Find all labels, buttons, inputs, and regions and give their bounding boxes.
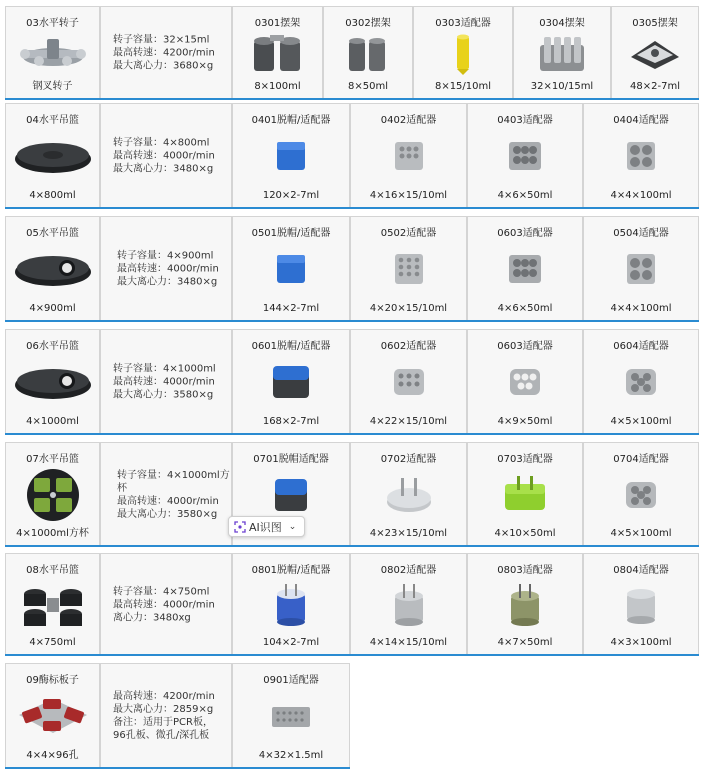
grey-tube-rack-image [383, 474, 435, 516]
accessory-caption: 4×7×50ml [497, 637, 553, 648]
accessory-label: 0603适配器 [497, 228, 553, 239]
rotor-caption: 4×1000ml [26, 416, 79, 427]
rotor-specs [100, 103, 232, 209]
spec-line: 转子容量：4×1000ml [113, 363, 216, 375]
accessory-label: 0804适配器 [613, 565, 669, 576]
rotor-cell[interactable] [5, 553, 100, 656]
accessory-label: 0703适配器 [497, 454, 553, 465]
square-cup-rotor-image [22, 468, 84, 522]
accessory-cell[interactable] [513, 6, 611, 100]
accessory-caption: 4×10×50ml [494, 528, 556, 539]
accessory-cell[interactable] [467, 216, 583, 322]
accessory-label: 0302摆架 [345, 18, 391, 29]
rotor-row-05 [5, 216, 699, 322]
accessory-label: 0304摆架 [539, 18, 585, 29]
rotor-specs [100, 663, 232, 769]
rotor-specs [100, 329, 232, 435]
accessory-caption: 4×5×100ml [610, 416, 672, 427]
rotor-label: 03水平转子 [26, 18, 79, 29]
rotor-specs [100, 553, 232, 656]
spec-line: 最高转速：4000r/min [117, 263, 219, 275]
accessory-label: 0704适配器 [613, 454, 669, 465]
accessory-caption: 4×6×50ml [497, 303, 553, 314]
row-divider [5, 767, 350, 769]
micro-tube-rack-image [627, 33, 683, 73]
accessory-cell[interactable] [583, 329, 699, 435]
accessory-label: 0402适配器 [380, 115, 437, 126]
accessory-cell[interactable] [350, 553, 467, 656]
grey-block-adapter-image [506, 138, 544, 174]
grey-block-adapter-image [507, 365, 543, 399]
accessory-label: 0502适配器 [380, 228, 437, 239]
rotor-label: 07水平吊篮 [26, 454, 79, 465]
rotor-label: 09酶标板子 [26, 675, 79, 686]
grey-block-adapter-image [623, 365, 659, 399]
rotor-row-06 [5, 329, 699, 435]
basket-rotor-image [11, 133, 95, 179]
accessory-cell[interactable] [232, 103, 350, 209]
accessory-caption: 4×5×100ml [610, 528, 672, 539]
rotor-caption: 4×900ml [29, 303, 76, 314]
rotor-cell[interactable] [5, 329, 100, 435]
spec-line: 96孔板、微孔/深孔板 [113, 730, 210, 741]
accessory-caption: 4×6×50ml [497, 190, 553, 201]
rotor-label: 08水平吊篮 [26, 565, 79, 576]
accessory-label: 0301摆架 [254, 18, 301, 29]
accessory-cell[interactable] [583, 553, 699, 656]
blue-block-adapter-image [274, 251, 308, 287]
accessory-label: 0701脱帽适配器 [253, 454, 329, 465]
multi-tube-rack-image [536, 31, 588, 75]
accessory-label: 0303适配器 [435, 18, 491, 29]
grey-block-adapter-image [392, 138, 426, 174]
accessory-label: 0404适配器 [613, 115, 669, 126]
row-divider [5, 320, 699, 322]
accessory-cell[interactable] [467, 442, 583, 547]
accessory-cell[interactable] [232, 663, 350, 769]
spec-line: 转子容量：32×15ml [113, 34, 210, 46]
spec-line: 离心力：3480xg [113, 612, 191, 623]
accessory-caption: 8×15/10ml [434, 81, 492, 92]
accessory-cell[interactable] [232, 216, 350, 322]
accessory-label: 0604适配器 [613, 341, 669, 352]
grey-block-adapter-image [392, 250, 426, 288]
accessory-caption: 4×9×50ml [497, 416, 553, 427]
rotor-specs [100, 216, 232, 322]
accessory-caption: 4×16×15/10ml [369, 190, 448, 201]
accessory-cell[interactable] [232, 329, 350, 435]
spec-line: 最高转速：4000r/min [113, 599, 215, 610]
accessory-caption: 104×2-7ml [262, 637, 320, 648]
spec-line: 最高转速：4000r/min [113, 376, 215, 388]
spec-line: 最大离心力：3580×g [117, 508, 218, 520]
basket-rotor-image [11, 246, 95, 292]
rotor-row-07 [5, 442, 699, 547]
rotor-specs [100, 6, 232, 100]
accessory-label: 0702适配器 [380, 454, 437, 465]
spec-line: 最大离心力：2859×g [113, 704, 214, 715]
olive-cylinder-adapter-image [505, 582, 545, 628]
rotor-cell[interactable] [5, 663, 100, 769]
accessory-caption: 32×10/15ml [530, 81, 594, 92]
grey-block-adapter-image [391, 365, 427, 399]
rotor-cell[interactable] [5, 216, 100, 322]
spec-line: 最高转速：4000r/min [113, 150, 215, 162]
row-divider [5, 98, 699, 100]
spec-line: 最高转速：4200r/min [113, 691, 215, 702]
accessory-label: 0305摆架 [632, 18, 678, 29]
accessory-label: 0901适配器 [263, 675, 319, 686]
plate-rotor-image [13, 691, 93, 741]
rotor-row-04 [5, 103, 699, 209]
rotor-row-09 [5, 663, 350, 769]
rotor-label: 05水平吊篮 [26, 228, 79, 239]
accessory-cell[interactable] [583, 103, 699, 209]
row-divider [5, 207, 699, 209]
green-tube-rack-image [499, 474, 551, 516]
accessory-caption: 4×32×1.5ml [258, 750, 324, 761]
accessory-label: 0602适配器 [380, 341, 437, 352]
row-divider [5, 433, 699, 435]
accessory-cell[interactable] [467, 329, 583, 435]
accessory-cell[interactable] [350, 103, 467, 209]
accessory-cell[interactable] [350, 329, 467, 435]
accessory-caption: 4×4×100ml [610, 303, 672, 314]
accessory-label: 0403适配器 [497, 115, 553, 126]
blue-block-adapter-image [269, 362, 313, 402]
rotor-caption: 4×4×96孔 [26, 750, 79, 761]
grey-block-adapter-image [624, 138, 658, 174]
spec-line: 最高转速：4200r/min [113, 47, 215, 59]
bucket-holder-image [250, 31, 306, 75]
accessory-caption: 4×22×15/10ml [369, 416, 448, 427]
spec-line: 转子容量：4×900ml [117, 250, 214, 262]
rotor-caption: 钢叉转子 [32, 81, 73, 92]
swing-rotor-image [13, 31, 93, 75]
rotor-cell[interactable] [5, 442, 100, 547]
accessory-cell[interactable] [467, 553, 583, 656]
accessory-caption: 8×100ml [254, 81, 301, 92]
accessory-label: 0802适配器 [380, 565, 437, 576]
accessory-caption: 48×2-7ml [630, 81, 680, 92]
accessory-caption: 4×3×100ml [610, 637, 672, 648]
accessory-cell[interactable] [413, 6, 513, 100]
rotor-caption: 4×750ml [29, 637, 76, 648]
rotor-label: 04水平吊篮 [26, 115, 79, 126]
accessory-caption: 144×2-7ml [262, 303, 320, 314]
spec-line: 最高转速：4000r/min [117, 495, 219, 507]
ai-recognize-button[interactable] [228, 516, 305, 537]
rotor-row-08 [5, 553, 699, 656]
accessory-caption: 4×20×15/10ml [369, 303, 448, 314]
rotor-caption: 4×800ml [29, 190, 76, 201]
bucket-holder-image [345, 31, 391, 75]
accessory-cell[interactable] [467, 103, 583, 209]
accessory-caption: 8×50ml [348, 81, 388, 92]
accessory-label: 0501脱帽/适配器 [251, 228, 331, 239]
grey-block-adapter-image [506, 251, 544, 287]
ai-recognize-label: AI识图 [249, 520, 282, 534]
basket-rotor-image [11, 359, 95, 405]
accessory-label: 0801脱帽/适配器 [251, 565, 331, 576]
spec-line: 最大离心力：3580×g [113, 389, 214, 401]
spec-line: 备注：适用于PCR板， [113, 717, 213, 728]
grey-block-adapter-image [624, 250, 658, 288]
plate-adapter-image [269, 701, 313, 731]
spec-line: 转子容量：4×800ml [113, 137, 210, 149]
accessory-caption: 4×23×15/10ml [369, 528, 448, 539]
accessory-label: 0803适配器 [497, 565, 553, 576]
accessory-caption: 168×2-7ml [262, 416, 320, 427]
rotor-label: 06水平吊篮 [26, 341, 79, 352]
accessory-cell[interactable] [350, 216, 467, 322]
spec-line: 最大离心力：3480×g [113, 163, 214, 175]
scan-icon [234, 521, 246, 533]
accessory-cell[interactable] [232, 553, 350, 656]
tube-adapter-image [453, 31, 473, 75]
grey-cylinder-adapter-image [389, 582, 429, 628]
spec-line: 最大离心力：3680×g [113, 60, 214, 72]
rotor-cell[interactable] [5, 103, 100, 209]
rotor-row-03 [5, 6, 699, 100]
rotor-caption: 4×1000ml方杯 [16, 528, 89, 539]
accessory-cell[interactable] [611, 6, 699, 100]
accessory-caption: 4×4×100ml [610, 190, 672, 201]
row-divider [5, 545, 699, 547]
accessory-cell[interactable] [232, 6, 323, 100]
bucket-rotor-image [21, 580, 85, 630]
row-divider [5, 654, 699, 656]
blue-block-adapter-image [274, 138, 308, 174]
rotor-cell[interactable] [5, 6, 100, 100]
accessory-label: 0601脱帽/适配器 [251, 341, 331, 352]
blue-cylinder-adapter-image [271, 582, 311, 628]
spec-line: 转子容量：4×750ml [113, 586, 210, 597]
accessory-label: 0603适配器 [497, 341, 553, 352]
accessory-cell[interactable] [583, 216, 699, 322]
spec-line: 转子容量：4×1000ml方杯 [117, 469, 230, 494]
accessory-cell[interactable] [350, 442, 467, 547]
chevron-down-icon: ⌄ [288, 521, 297, 532]
accessory-label: 0504适配器 [613, 228, 669, 239]
grey-block-adapter-image [623, 478, 659, 512]
rotor-specs [100, 442, 232, 547]
accessory-label: 0401脱帽/适配器 [251, 115, 331, 126]
blue-block-adapter-image [271, 475, 311, 515]
grey-cylinder-adapter-image [623, 584, 659, 626]
spec-line: 最大离心力：3480×g [117, 276, 218, 288]
accessory-caption: 4×14×15/10ml [369, 637, 448, 648]
accessory-cell[interactable] [583, 442, 699, 547]
accessory-caption: 120×2-7ml [262, 190, 320, 201]
accessory-cell[interactable] [323, 6, 413, 100]
